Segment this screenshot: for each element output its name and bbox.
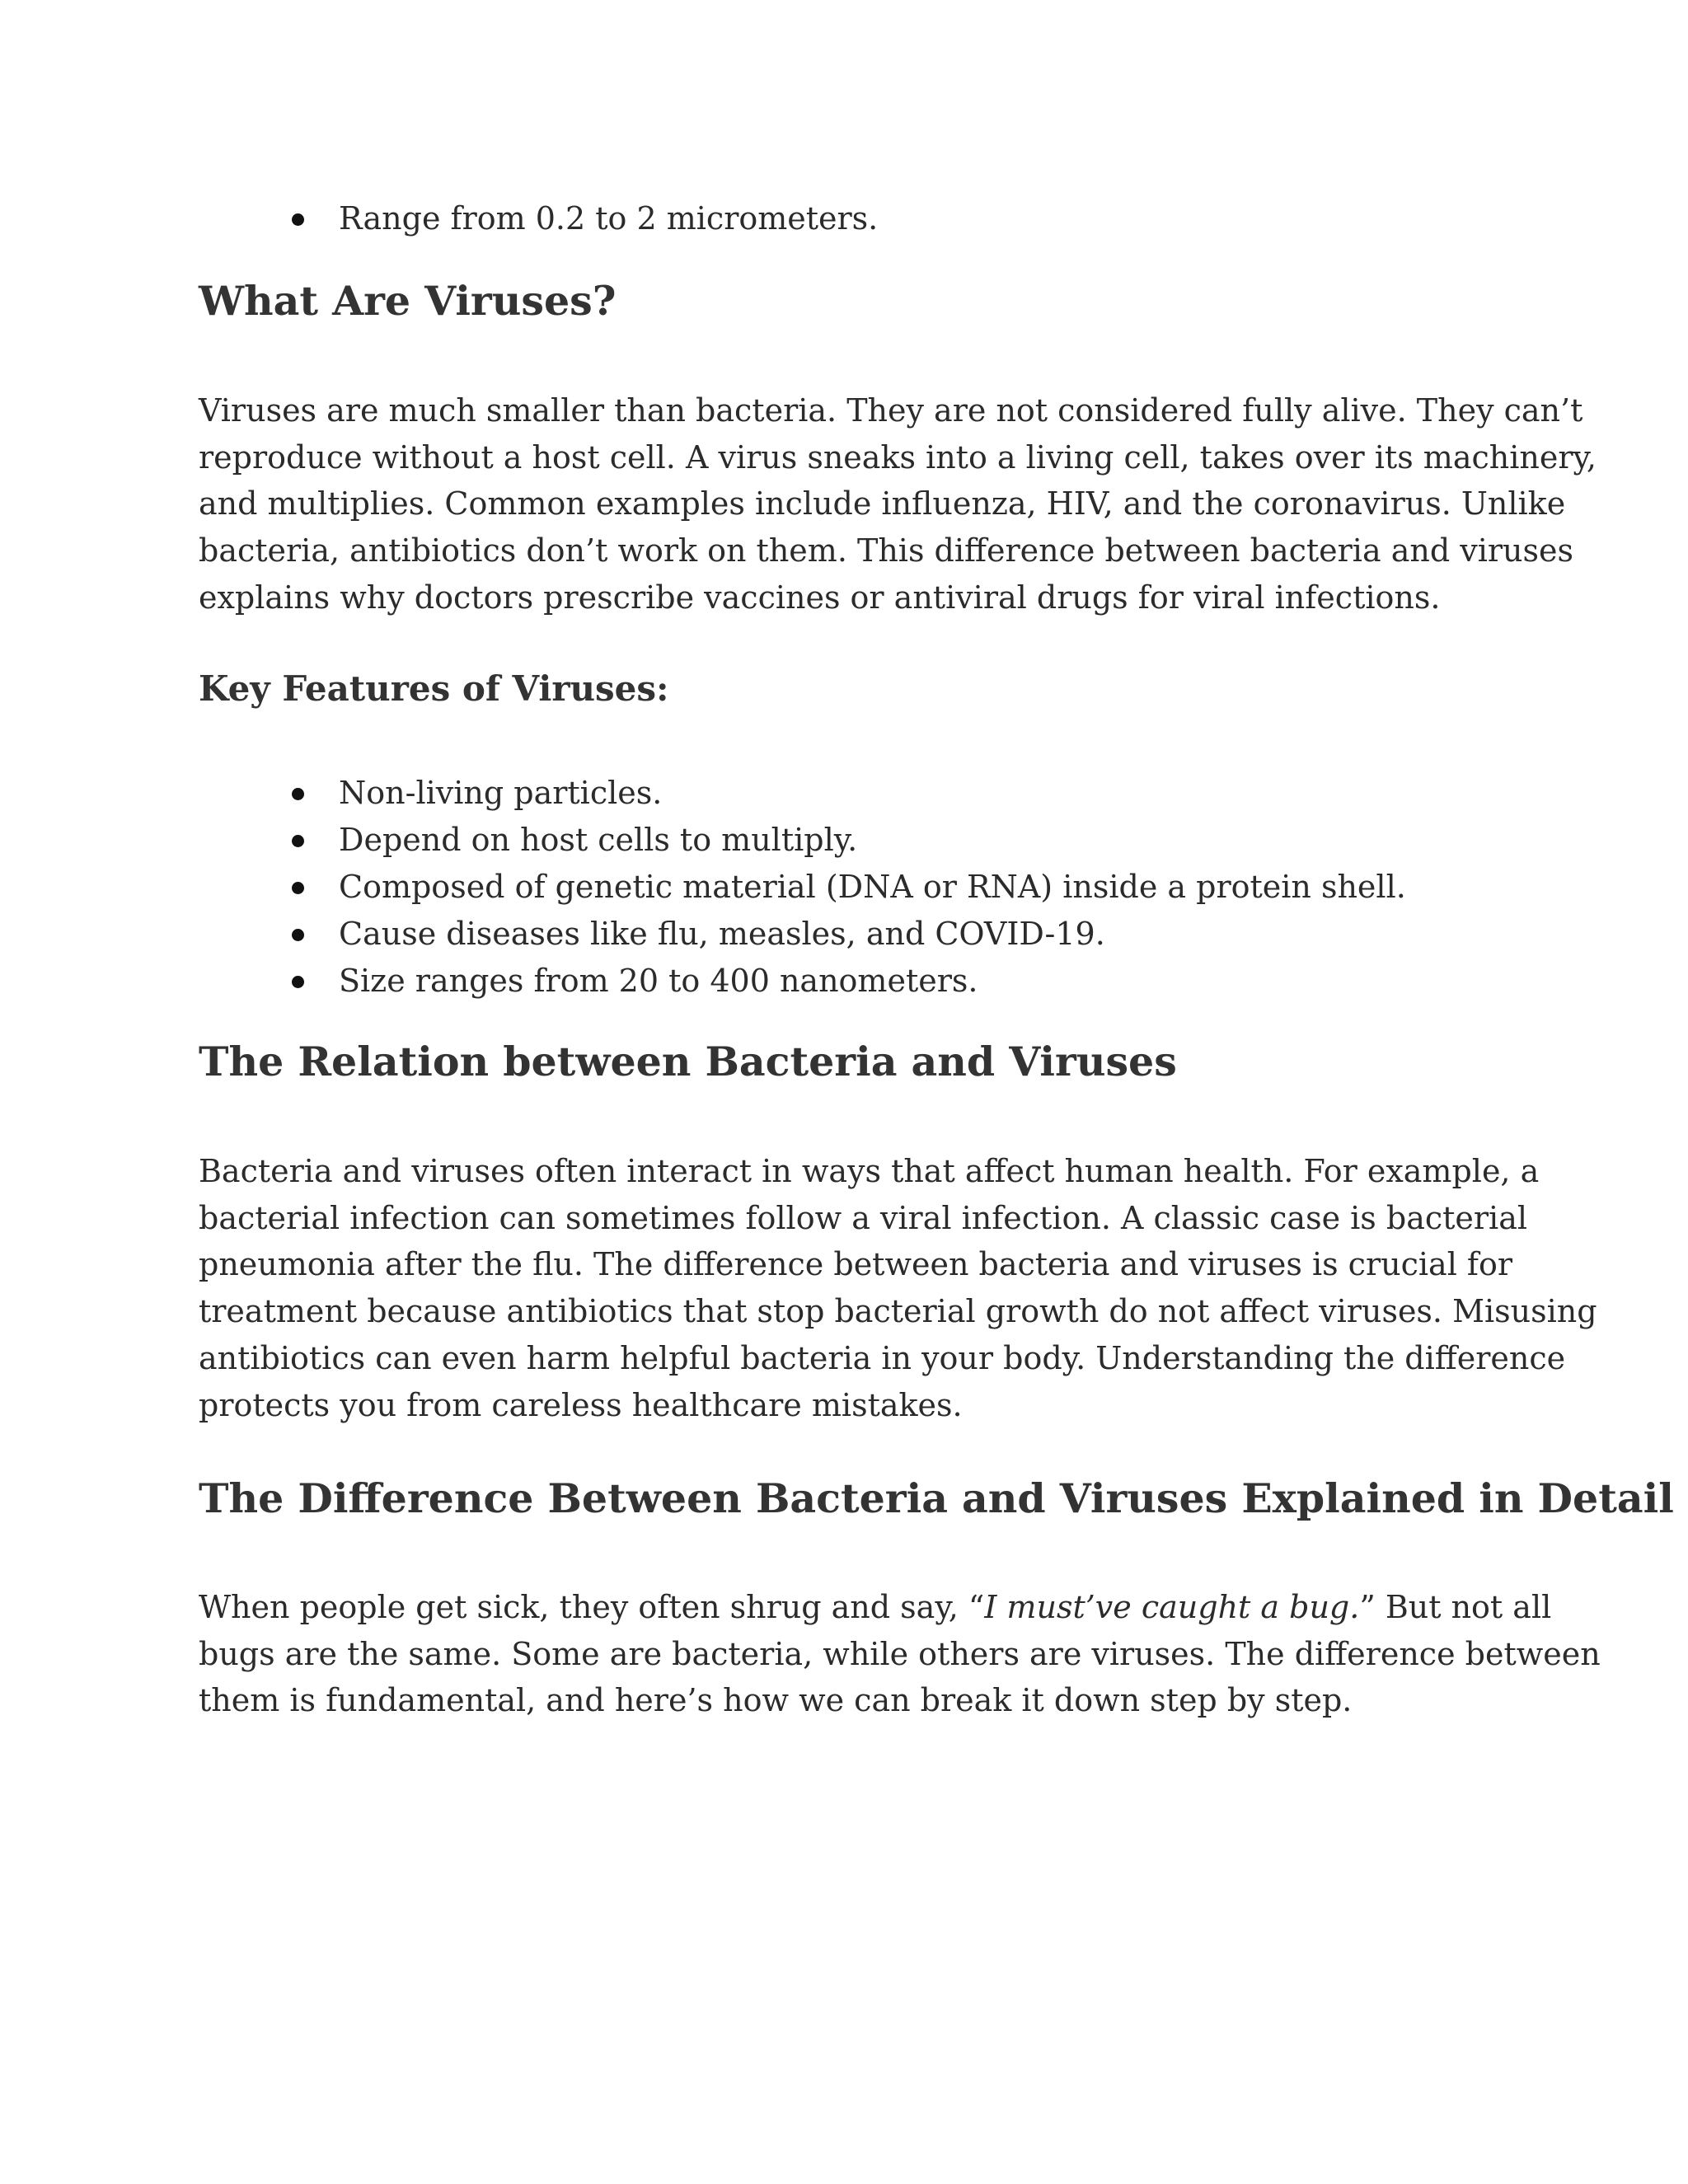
viruses-paragraph [199,387,1597,621]
bullet-icon [292,929,304,941]
heading-key-features: Key Features of Viruses: [199,668,669,709]
heading-difference-detail: The Difference Between Bacteria and Viruses Explained in Detail [199,1474,1674,1522]
detail-paragraph [199,1584,1601,1724]
list-item-text: Size ranges from 20 to 400 nanometers. [339,963,978,999]
heading-relation: The Relation between Bacteria and Viruses [199,1038,1177,1085]
key-features-list [199,770,1406,1005]
paragraph-line: antibiotics can even harm helpful bacteria in your body. Understanding the difference [199,1339,1566,1376]
paragraph-line: bugs are the same. Some are bacteria, while others are viruses. The difference between [199,1635,1601,1672]
quote-italic: I must’ve caught a bug. [984,1589,1360,1625]
paragraph-line: bacteria, antibiotics don’t work on them. This difference between bacteria and viruses [199,532,1573,569]
paragraph-line: protects you from careless healthcare mistakes. [199,1386,963,1423]
paragraph-line: treatment because antibiotics that stop bacterial growth do not affect viruses. Misusing [199,1293,1597,1330]
paragraph-line: Viruses are much smaller than bacteria. They are not considered fully alive. They can’t [199,392,1583,429]
line-text: ” But not all [1359,1589,1552,1625]
list-item [199,911,1406,958]
list-item-text: Cause diseases like flu, measles, and COVID-19. [339,916,1105,952]
heading-what-are-viruses: What Are Viruses? [199,277,617,325]
paragraph-line: Bacteria and viruses often interact in ways that affect human health. For example, a [199,1153,1540,1189]
list-item-text: Depend on host cells to multiply. [339,822,858,858]
paragraph-line: bacterial infection can sometimes follow a viral infection. A classic case is bacterial [199,1199,1528,1236]
bullet-icon [292,835,304,847]
bullet-icon [292,213,304,226]
bullet-icon [292,882,304,894]
paragraph-line: reproduce without a host cell. A virus sneaks into a living cell, takes over its machinery, [199,438,1597,476]
line-text: When people get sick, they often shrug and say, “ [199,1589,985,1625]
list-item [199,864,1406,911]
bullet-icon [292,976,304,988]
size-range-list [199,195,878,242]
paragraph-line: and multiplies. Common examples include influenza, HIV, and the coronavirus. Unlike [199,485,1566,523]
list-item [199,958,1406,1005]
paragraph-line: pneumonia after the flu. The difference between bacteria and viruses is crucial for [199,1246,1513,1283]
list-item-text: Non-living particles. [339,775,663,811]
list-item-text: Range from 0.2 to 2 micrometers. [339,200,879,237]
paragraph-line [199,1584,1601,1631]
list-item [199,817,1406,864]
list-item [199,195,878,242]
list-item-text: Composed of genetic material (DNA or RNA) inside a protein shell. [339,869,1406,905]
relation-paragraph [199,1148,1597,1428]
paragraph-line: explains why doctors prescribe vaccines or antiviral drugs for viral infections. [199,579,1441,616]
list-item [199,770,1406,817]
paragraph-line: them is fundamental, and here’s how we can break it down step by step. [199,1682,1353,1719]
bullet-icon [292,788,304,800]
